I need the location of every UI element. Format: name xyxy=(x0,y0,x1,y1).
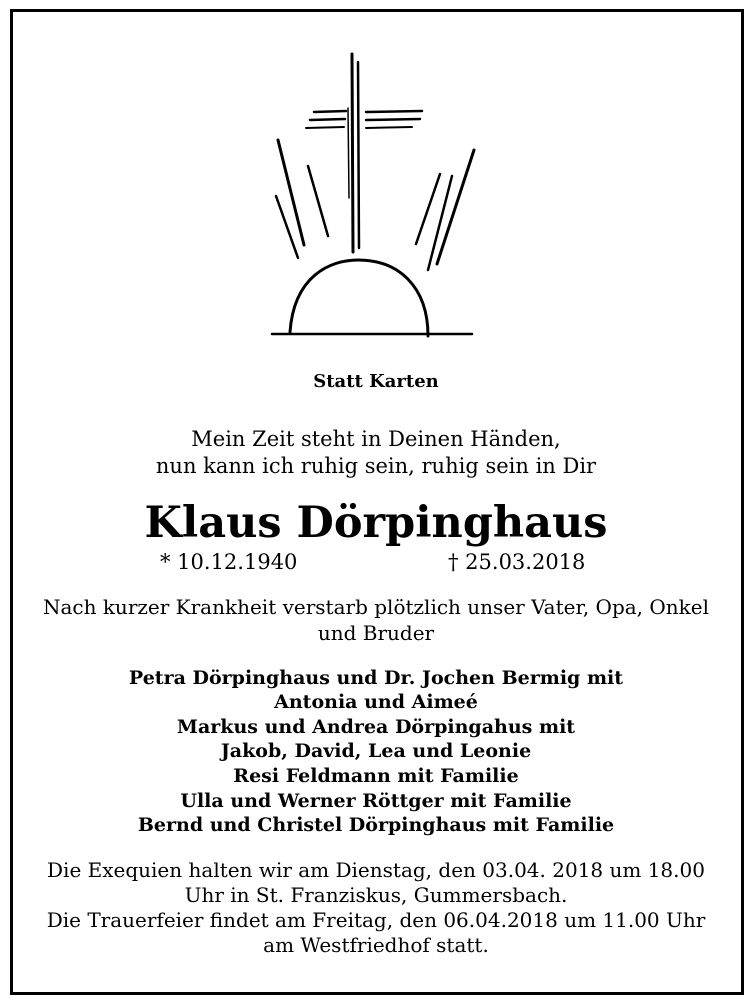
family-member: Jakob, David, Lea und Leonie xyxy=(220,740,532,762)
verse-line: Mein Zeit steht in Deinen Händen, xyxy=(191,427,561,451)
family-member: Bernd und Christel Dörpinghaus mit Familie xyxy=(137,814,615,836)
verse-line: nun kann ich ruhig sein, ruhig sein in Dir xyxy=(155,454,597,478)
intro-line: Nach kurzer Krankheit verstarb plötzlich unser Vater, Opa, Onkel xyxy=(42,595,710,619)
deceased-name: Klaus Dörpinghaus xyxy=(144,498,608,548)
family-member: Resi Feldmann mit Familie xyxy=(233,765,519,787)
notice-heading: Statt Karten xyxy=(313,371,439,392)
service-info-line: Die Trauerfeier findet am Freitag, den 06.04.2018 um 11.00 Uhr xyxy=(46,908,706,932)
service-info-line: Uhr in St. Franziskus, Gummersbach. xyxy=(184,883,568,907)
cross-rising-sun-icon xyxy=(262,48,484,348)
family-member: Antonia und Aimeé xyxy=(274,691,478,713)
service-info-line: Die Exequien halten wir am Dienstag, den 03.04. 2018 um 18.00 xyxy=(47,858,705,882)
birth-date: * 10.12.1940 xyxy=(160,550,298,574)
family-member: Petra Dörpinghaus und Dr. Jochen Bermig mit xyxy=(128,667,624,689)
intro-line: und Bruder xyxy=(317,621,435,645)
family-member: Ulla und Werner Röttger mit Familie xyxy=(180,790,572,812)
death-date: † 25.03.2018 xyxy=(448,550,586,574)
family-member: Markus und Andrea Dörpingahus mit xyxy=(176,716,576,738)
service-info-line: am Westfriedhof statt. xyxy=(263,933,489,957)
